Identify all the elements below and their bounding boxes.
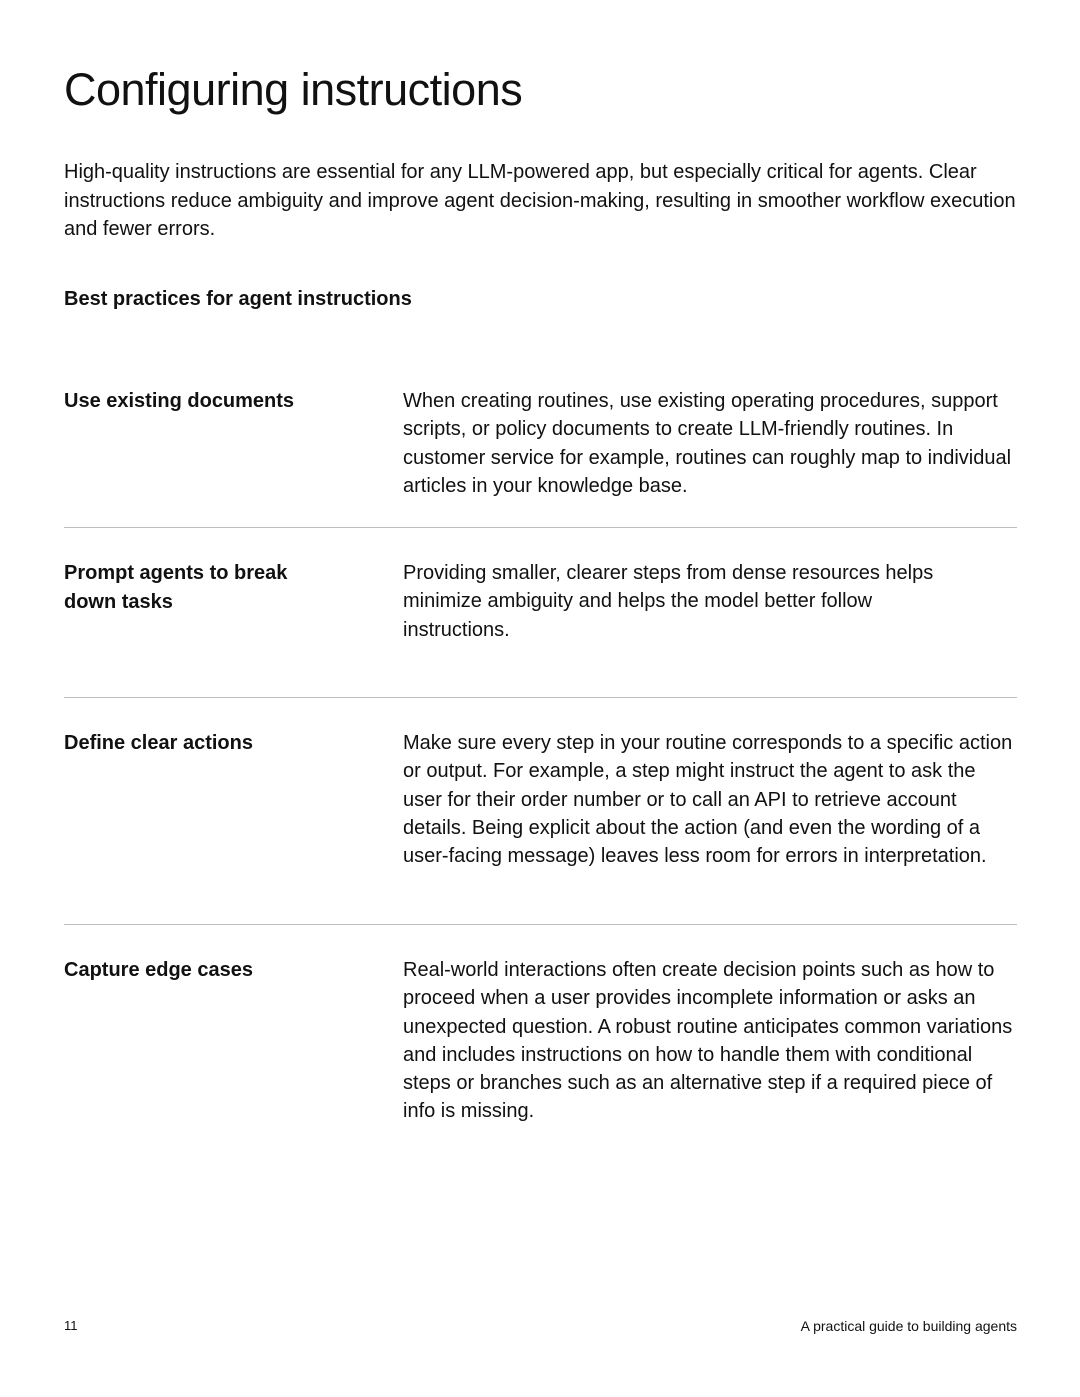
section-heading: Best practices for agent instructions [64, 288, 412, 310]
practice-description: Real-world interactions often create decision points such as how to proceed when a user provides incomplete information or asks an unexpected question. A robust routine anticipates common variations and includes instructions on how to handle them with conditional steps or branches such as an alternative step if a required piece of info is missing. [403, 959, 1013, 1123]
practice-title: Use existing documents [64, 390, 295, 412]
practice-title: Capture edge cases [64, 959, 253, 981]
page-number: 11 [64, 1318, 78, 1333]
practice-description: Make sure every step in your routine corresponds to a specific action or output. For example, a step might instruct the agent to ask the user for their order number or to call an API to retrieve account details. Being explicit about the action (and even the wording of a user-facing message) leaves less room for errors in interpretation. [403, 732, 1013, 868]
practice-description: When creating routines, use existing operating procedures, support scripts, or policy documents to create LLM-friendly routines. In customer service for example, routines can roughly map to individual articles in your knowledge base. [403, 390, 1012, 497]
row-divider [64, 697, 1017, 698]
row-divider [64, 527, 1017, 528]
intro-paragraph: High-quality instructions are essential for any LLM-powered app, but especially critical for agents. Clear instructions reduce ambiguity and improve agent decision-making, resulting in smoother workflow execution and fewer errors. [64, 161, 1016, 240]
practice-title: Define clear actions [64, 732, 253, 754]
footer-document-title: A practical guide to building agents [800, 1318, 1017, 1334]
practice-description: Providing smaller, clearer steps from dense resources helps minimize ambiguity and helps the model better follow instructions. [403, 562, 934, 641]
practice-title: Prompt agents to break down tasks [64, 562, 288, 613]
page-title: Configuring instructions [64, 64, 523, 115]
row-divider [64, 924, 1017, 925]
